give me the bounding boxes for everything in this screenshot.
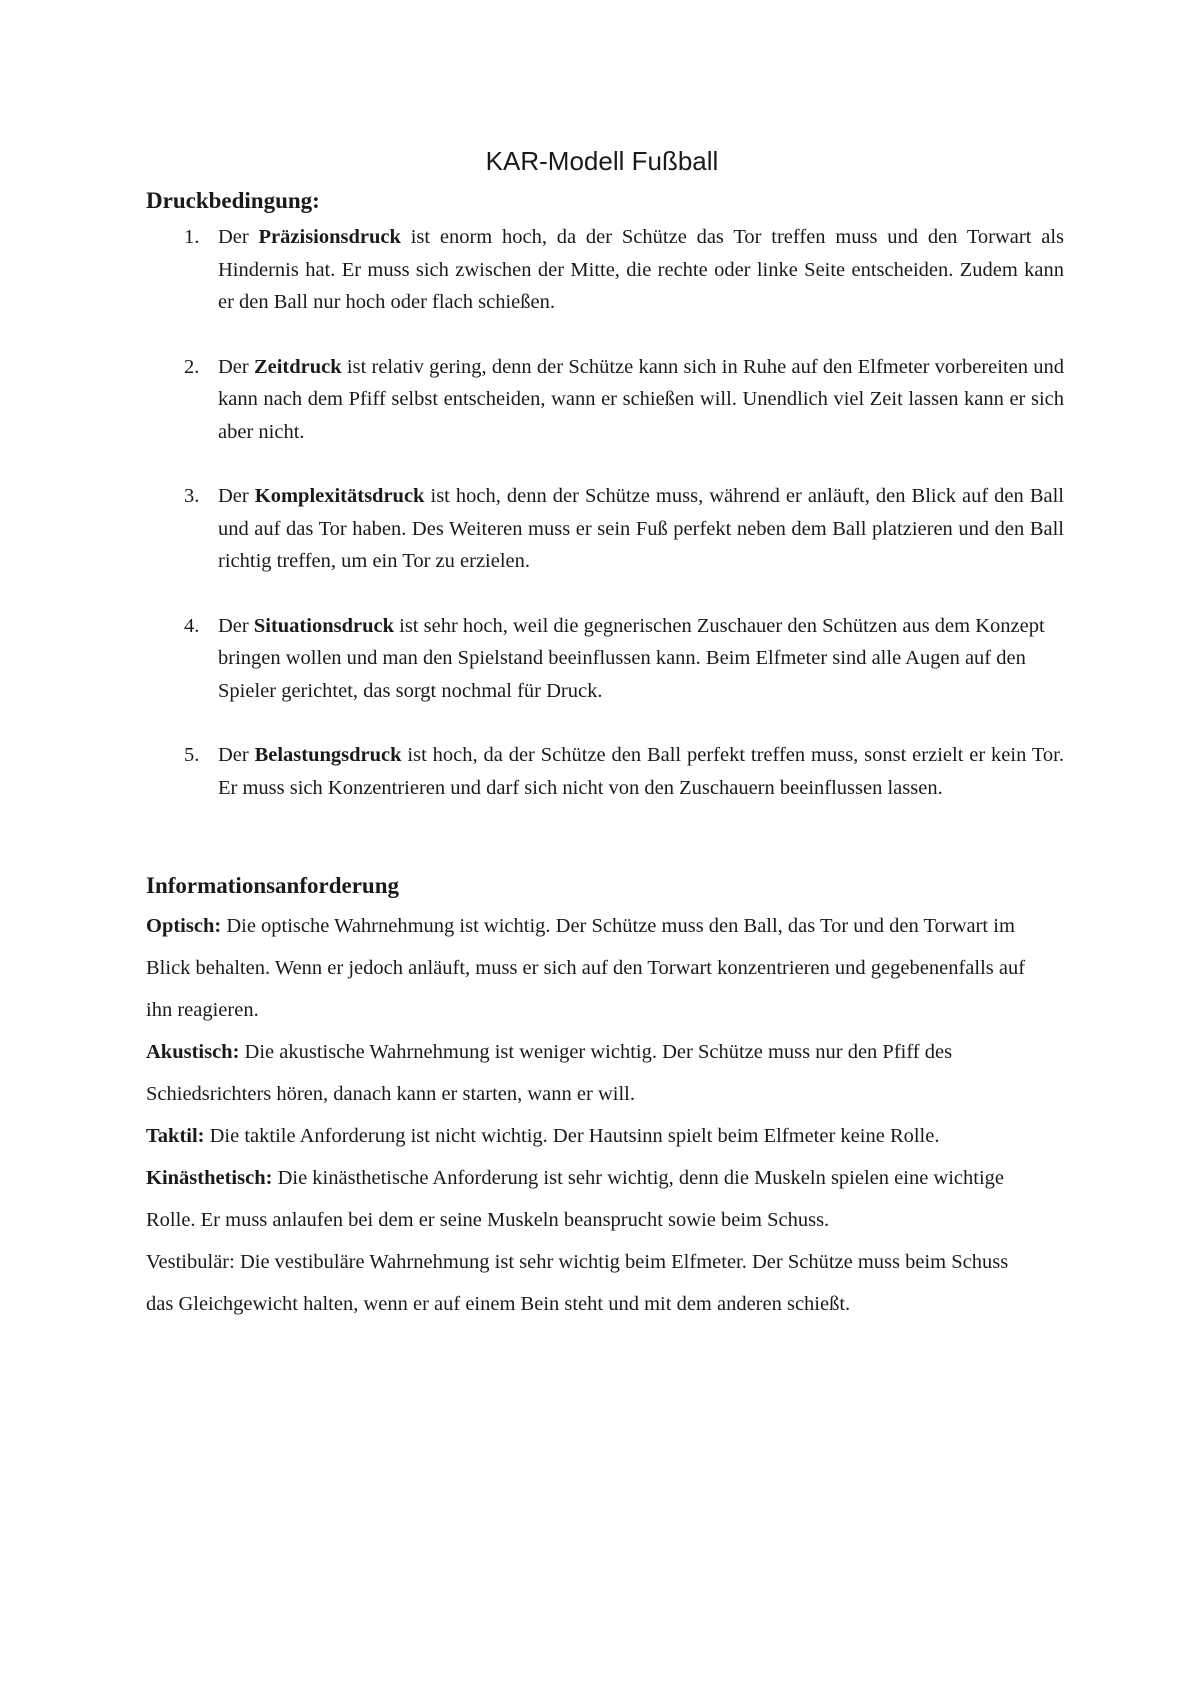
list-item-prefix: Der [218, 355, 254, 378]
list-item-number: 1. [184, 226, 200, 248]
list-item-number: 5. [184, 744, 200, 766]
list-item-text: ist hoch, denn der Schütze muss, während er anläuft, den Blick auf den Ball und auf das Tor haben. Des Weiteren muss er sein Fuß perfekt neben dem Ball platzieren und den Ball richtig treffen, um ein Tor zu erzielen. [218, 485, 1064, 572]
list-item-term: Komplexitätsdruck [254, 485, 425, 507]
info-label: Kinästhetisch: [146, 1167, 273, 1189]
list-item-term: Zeitdruck [253, 355, 342, 378]
info-paragraph-taktil [146, 1115, 1026, 1157]
list-item-prefix: Der [218, 614, 254, 637]
info-text: Die optische Wahrnehmung ist wichtig. Der Schütze muss den Ball, das Tor und den Torwart im Blick behalten. Wenn er jedoch anläuft, muss er sich auf den Torwart konzentrieren und gegebenenfalls auf ihn reagieren. [146, 915, 1026, 1021]
info-label: Taktil: [146, 1125, 205, 1147]
list-item-prefix: Der [218, 485, 255, 507]
document-title: KAR-Modell Fußball [485, 146, 719, 176]
info-text: Die taktile Anforderung ist nicht wichtig. Der Hautsinn spielt beim Elfmeter keine Rolle. [204, 1125, 940, 1147]
info-paragraph-akustisch [146, 1031, 1026, 1115]
list-item-text: ist sehr hoch, weil die gegnerischen Zuschauer den Schützen aus dem Konzept bringen wollen und man den Spielstand beeinflussen kann. Beim Elfmeter sind alle Augen auf den Spieler gerichtet, das sorgt nochmal für Druck. [218, 614, 1045, 702]
list-item-term: Präzisionsdruck [258, 226, 401, 248]
list-item [146, 739, 1064, 804]
list-item-term: Belastungsdruck [254, 744, 402, 766]
information-requirements [146, 905, 1026, 1325]
list-item-number: 3. [184, 485, 200, 507]
list-item-text: ist hoch, da der Schütze den Ball perfekt treffen muss, sonst erzielt er kein Tor. Er muss sich Konzentrieren und darf sich nicht von den Zuschauern beeinflussen lassen. [218, 744, 1064, 799]
list-item-text: ist relativ gering, denn der Schütze kann sich in Ruhe auf den Elfmeter vorbereiten und kann nach dem Pfiff selbst entscheiden, wann er schießen will. Unendlich viel Zeit lassen kann er sich aber nicht. [218, 355, 1064, 443]
section-heading-druckbedingung: Druckbedingung: [146, 188, 320, 213]
info-paragraph-vestibulaer [146, 1241, 1026, 1325]
section-heading-informationsanforderung: Informationsanforderung [146, 873, 400, 898]
info-label: Akustisch: [146, 1041, 240, 1063]
list-item-number: 4. [184, 614, 200, 637]
list-item [146, 480, 1064, 578]
list-item-prefix: Der [218, 226, 259, 248]
list-item-term: Situationsdruck [253, 614, 394, 637]
list-item [146, 610, 1064, 708]
list-item-text: ist enorm hoch, da der Schütze das Tor treffen muss und den Torwart als Hindernis hat. Er muss sich zwischen der Mitte, die rechte oder linke Seite entscheiden. Zudem kann er den Ball nur hoch oder flach schießen. [218, 226, 1064, 313]
list-item-number: 2. [184, 355, 200, 378]
info-label: Optisch: [146, 915, 222, 937]
info-paragraph-kinaesthetisch [146, 1157, 1026, 1241]
info-text: Vestibulär: Die vestibuläre Wahrnehmung ist sehr wichtig beim Elfmeter. Der Schütze muss beim Schuss das Gleichgewicht halten, wenn er auf einem Bein steht und mit dem anderen schießt. [146, 1251, 1009, 1315]
info-paragraph-optisch [146, 905, 1026, 1031]
list-item [146, 221, 1064, 319]
list-item-prefix: Der [218, 744, 255, 766]
list-item [146, 351, 1064, 449]
pressure-list [146, 221, 1064, 836]
info-text: Die kinästhetische Anforderung ist sehr wichtig, denn die Muskeln spielen eine wichtige Rolle. Er muss anlaufen bei dem er seine Muskeln beansprucht sowie beim Schuss. [146, 1167, 1005, 1231]
info-text: Die akustische Wahrnehmung ist weniger wichtig. Der Schütze muss nur den Pfiff des Schiedsrichters hören, danach kann er starten, wann er will. [146, 1041, 953, 1105]
